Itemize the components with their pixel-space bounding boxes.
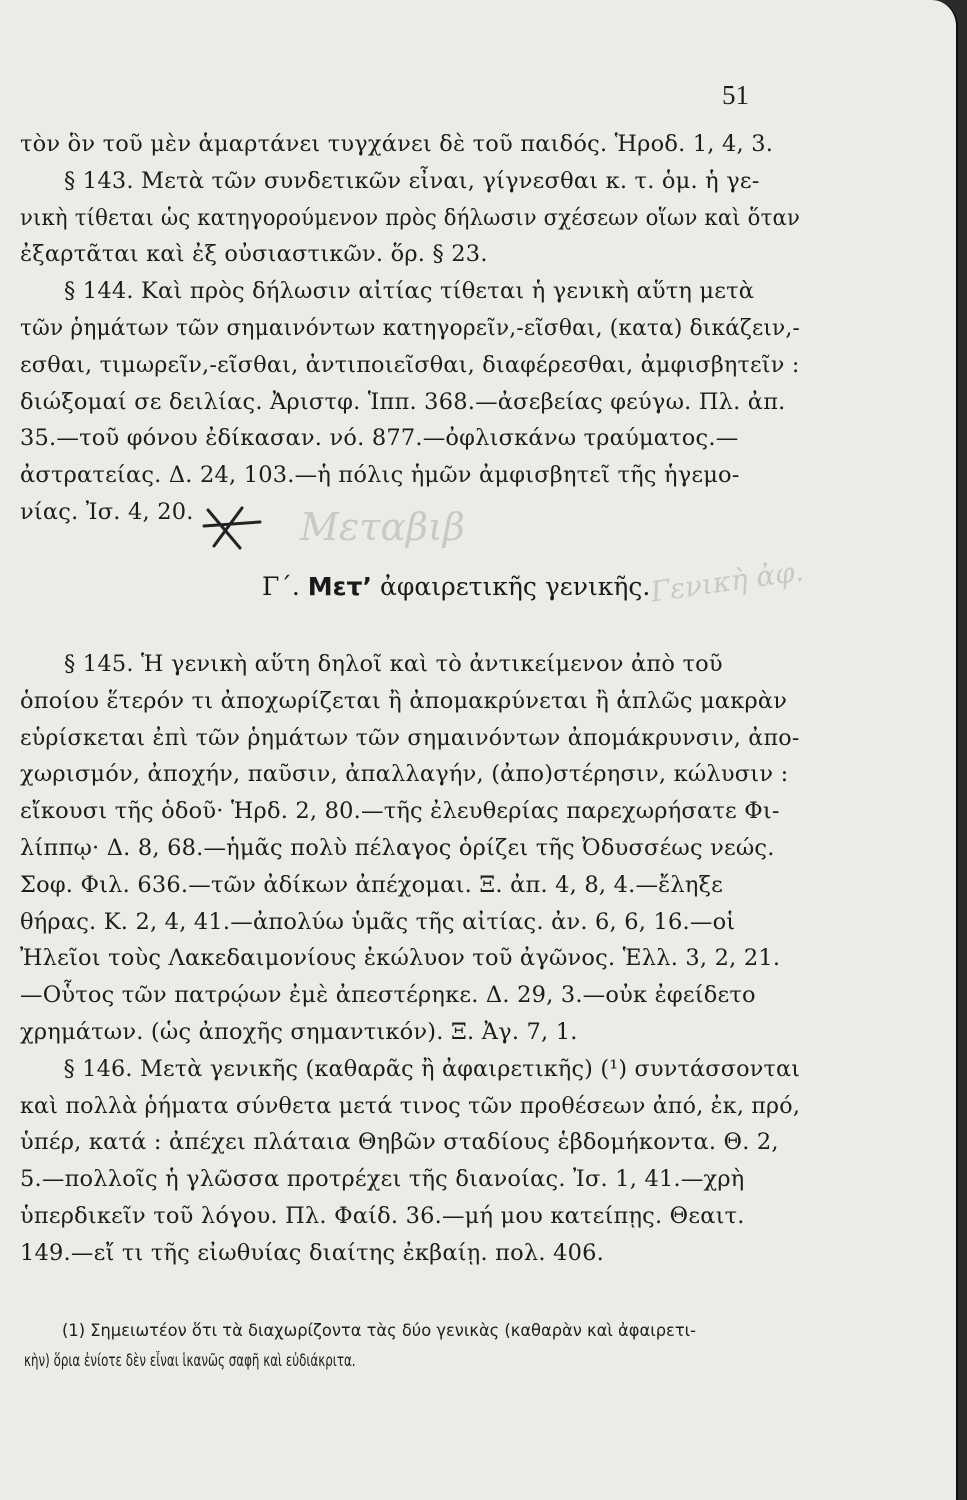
text-line: διώξομαί σε δειλίας. Ἀριστφ. Ἱππ. 368.—ἀσεβείας φεύγω. Πλ. ἀπ. <box>20 388 786 415</box>
text-block-bottom <box>20 646 800 1272</box>
text-line: τὸν ὃν τοῦ μὲν ἁμαρτάνει τυγχάνει δὲ τοῦ παιδός. Ἡροδ. 1, 4, 3. <box>20 131 774 157</box>
text-line: εσθαι, τιμωρεῖν,-εῖσθαι, ἀντιποιεῖσθαι, διαφέρεσθαι, ἀμφισβητεῖν : <box>20 351 800 378</box>
text-line: ἀστρατείας. Δ. 24, 103.—ἡ πόλις ἡμῶν ἀμφισβητεῖ τῆς ἡγεμο- <box>20 462 740 489</box>
handwritten-note: Μεταβιβ <box>300 505 465 549</box>
heading-letter: Γ΄. <box>262 572 300 601</box>
section-144-start: § 144. Καὶ πρὸς δήλωσιν αἰτίας τίθεται ἡ γενικὴ αὕτη μετὰ <box>64 278 755 305</box>
footnote-line: κὴν) ὅρια ἐνίοτε δὲν εἶναι ἱκανῶς σαφῆ καὶ εὐδιάκριτα. <box>24 1351 356 1370</box>
footnote <box>24 1316 802 1376</box>
handwritten-asterisk-mark <box>200 500 266 554</box>
text-line: εἴκουσι τῆς ὁδοῦ· Ἡρδ. 2, 80.—τῆς ἐλευθερίας παρεχωρήσατε Φι- <box>20 798 780 825</box>
text-line: Σοφ. Φιλ. 636.—τῶν ἀδίκων ἀπέχομαι. Ξ. ἀπ. 4, 8, 4.—ἔληξε <box>20 871 724 898</box>
text-block-top <box>20 126 800 531</box>
text-line: ὁποίου ἕτερόν τι ἀποχωρίζεται ἢ ἀπομακρύνεται ἢ ἁπλῶς μακρὰν <box>20 687 788 714</box>
heading-bold-word: Μετ’ <box>307 572 372 601</box>
handwritten-note: Γενικὴ ἀφ. <box>648 554 806 609</box>
text-line: 5.—πολλοῖς ἡ γλῶσσα προτρέχει τῆς διανοίας. Ἰσ. 1, 41.—χρὴ <box>20 1166 745 1193</box>
text-line: θήρας. Κ. 2, 4, 41.—ἀπολύω ὑμᾶς τῆς αἰτίας. ἀν. 6, 6, 16.—οἱ <box>20 908 736 935</box>
text-line: λίππῳ· Δ. 8, 68.—ἡμᾶς πολὺ πέλαγος ὁρίζει τῆς Ὀδυσσέως νεώς. <box>20 834 775 861</box>
page-number: 51 <box>722 80 749 110</box>
section-145-start: § 145. Ἡ γενικὴ αὕτη δηλοῖ καὶ τὸ ἀντικείμενον ἀπὸ τοῦ <box>64 651 723 677</box>
text-line: χρημάτων. (ὡς ἀποχῆς σημαντικόν). Ξ. Ἀγ. 7, 1. <box>20 1018 578 1045</box>
section-heading <box>262 572 650 601</box>
text-line: —Οὗτος τῶν πατρῴων ἐμὲ ἀπεστέρηκε. Δ. 29, 3.—οὐκ ἐφείδετο <box>20 982 756 1009</box>
section-146-start: § 146. Μετὰ γενικῆς (καθαρᾶς ἢ ἀφαιρετικῆς) (¹) συντάσσονται <box>63 1055 801 1082</box>
text-line: καὶ πολλὰ ῥήματα σύνθετα μετά τινος τῶν προθέσεων ἀπό, ἐκ, πρό, <box>20 1092 801 1119</box>
text-line: 35.—τοῦ φόνου ἐδίκασαν. νό. 877.—ὀφλισκάνω τραύματος.— <box>20 425 739 452</box>
text-line: χωρισμόν, ἀποχήν, παῦσιν, ἀπαλλαγήν, (ἀπο)στέρησιν, κώλυσιν : <box>20 761 789 788</box>
text-line: ὑπερδικεῖν τοῦ λόγου. Πλ. Φαίδ. 36.—μή μου κατείπῃς. Θεαιτ. <box>20 1202 745 1229</box>
section-143-start: § 143. Μετὰ τῶν συνδετικῶν εἶναι, γίγνεσθαι κ. τ. ὁμ. ἡ γε- <box>64 167 760 194</box>
text-line: νικὴ τίθεται ὡς κατηγορούμενον πρὸς δήλωσιν σχέσεων οἵων καὶ ὅταν <box>20 204 801 231</box>
heading-rest: ἀφαιρετικῆς γενικῆς. <box>379 572 651 601</box>
text-line: εὑρίσκεται ἐπὶ τῶν ῥημάτων τῶν σημαινόντων ἀπομάκρυνσιν, ἀπο- <box>20 724 800 751</box>
text-line: ὑπέρ, κατά : ἀπέχει πλάταια Θηβῶν σταδίους ἑβδομήκοντα. Θ. 2, <box>20 1129 779 1156</box>
text-line: νίας. Ἰσ. 4, 20. <box>20 498 194 525</box>
footnote-line: (1) Σημειωτέον ὅτι τὰ διαχωρίζοντα τὰς δύο γενικὰς (καθαρὰν καὶ ἀφαιρετι- <box>62 1321 697 1340</box>
text-line: Ἠλεῖοι τοὺς Λακεδαιμονίους ἐκώλυον τοῦ ἀγῶνος. Ἑλλ. 3, 2, 21. <box>20 945 781 972</box>
text-line: τῶν ῥημάτων τῶν σημαινόντων κατηγορεῖν,-εῖσθαι, (κατα) δικάζειν,- <box>20 314 800 341</box>
text-line: 149.—εἴ τι τῆς εἰωθυίας διαίτης ἐκβαίῃ. πολ. 406. <box>20 1239 604 1266</box>
text-line: ἐξαρτᾶται καὶ ἐξ οὐσιαστικῶν. ὅρ. § 23. <box>20 241 488 268</box>
